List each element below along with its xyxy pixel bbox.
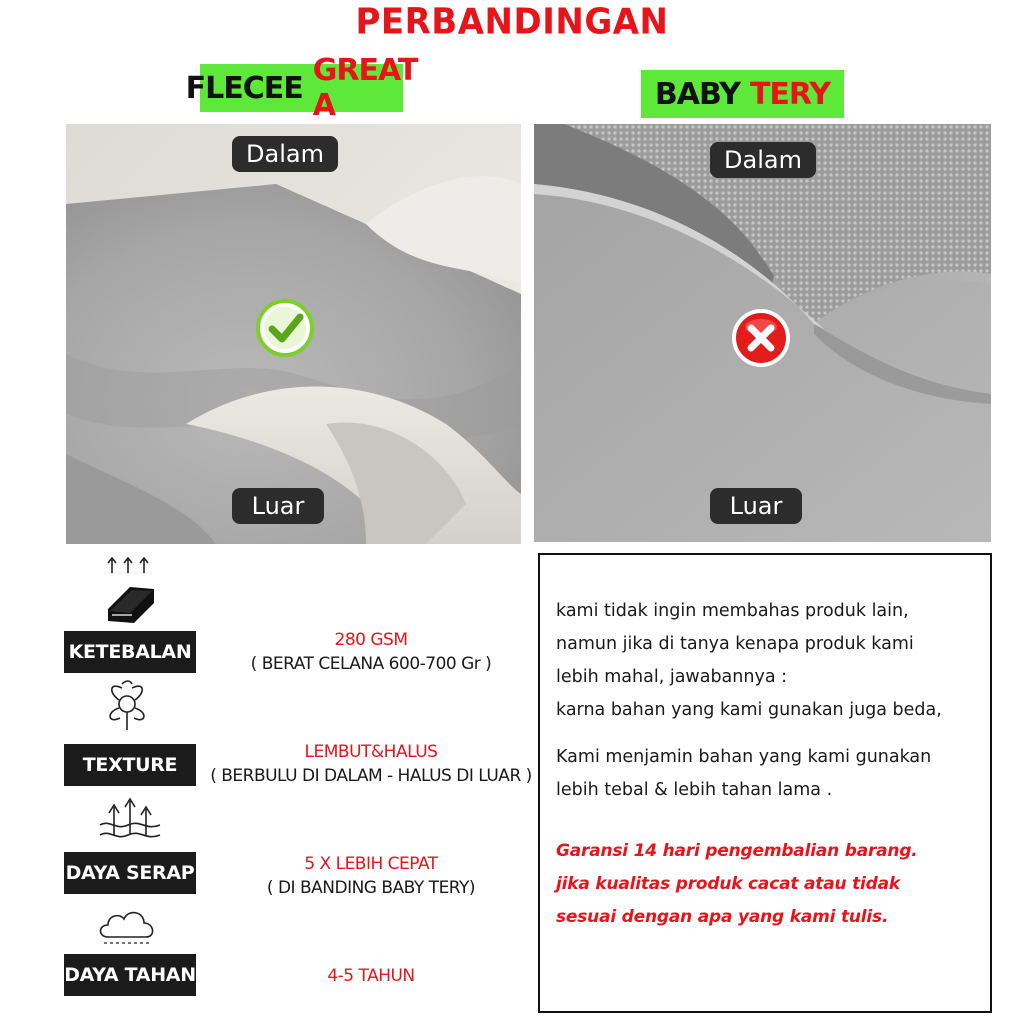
spec-value-absorb-note: ( DI BANDING BABY TERY) (266, 878, 476, 898)
spacer (556, 807, 976, 835)
guarantee-line: Kami menjamin bahan yang kami gunakan (556, 747, 932, 767)
spec-value-durability (205, 964, 537, 988)
description-line: lebih mahal, jawabannya : (556, 667, 788, 687)
spec-value-texture (205, 740, 537, 788)
spec-label-texture: TEXTURE (64, 744, 196, 786)
page-title: PERBANDINGAN (355, 1, 669, 43)
spec-label-thickness: KETEBALAN (64, 631, 196, 673)
fleece-fabric-photo (66, 124, 521, 544)
babytery-label (641, 70, 844, 118)
description-line: namun jika di tanya kenapa produk kami (556, 634, 914, 654)
cloud-icon (96, 905, 158, 950)
check-icon (256, 299, 314, 357)
fleece-inner-tag: Dalam (232, 136, 338, 172)
spec-value-thickness (205, 628, 537, 676)
babytery-inner-tag: Dalam (710, 142, 816, 178)
babytery-label-part1: BABY (654, 76, 740, 112)
spec-value-absorb (205, 852, 537, 900)
description-line: karna bahan yang kami gunakan juga beda, (556, 700, 942, 720)
babytery-label-part2: TERY (749, 76, 831, 112)
description-box (538, 553, 992, 1013)
cotton-flower-icon (100, 680, 154, 737)
cross-icon (730, 307, 788, 365)
fleece-label (185, 53, 418, 123)
warranty-line: Garansi 14 hari pengembalian barang. (556, 841, 918, 861)
spec-value-texture-note: ( BERBULU DI DALAM - HALUS DI LUAR ) (210, 766, 532, 786)
description-line: kami tidak ingin membahas produk lain, (556, 601, 909, 621)
spec-value-thickness-note: ( BERAT CELANA 600-700 Gr ) (250, 654, 492, 674)
spec-label-durability: DAYA TAHAN (64, 954, 196, 996)
thickness-icon (100, 553, 160, 630)
warranty-line: sesuai dengan apa yang kami tulis. (556, 907, 889, 927)
spec-value-texture-main: LEMBUT&HALUS (304, 742, 438, 762)
babytery-fabric-photo (534, 124, 991, 542)
fleece-outer-tag: Luar (232, 488, 324, 524)
spec-value-absorb-main: 5 X LEBIH CEPAT (304, 854, 438, 874)
spacer (556, 727, 976, 741)
fleece-label-part2: GREAT A (312, 53, 418, 123)
spec-value-thickness-main: 280 GSM (334, 630, 408, 650)
spec-value-durability-main: 4-5 TAHUN (327, 966, 415, 986)
absorb-icon (96, 795, 164, 854)
spec-label-absorb: DAYA SERAP (64, 852, 196, 894)
guarantee-line: lebih tebal & lebih tahan lama . (556, 780, 833, 800)
fleece-label-part1: FLECEE (185, 70, 303, 106)
babytery-outer-tag: Luar (710, 488, 802, 524)
warranty-line: jika kualitas produk cacat atau tidak (556, 874, 900, 894)
